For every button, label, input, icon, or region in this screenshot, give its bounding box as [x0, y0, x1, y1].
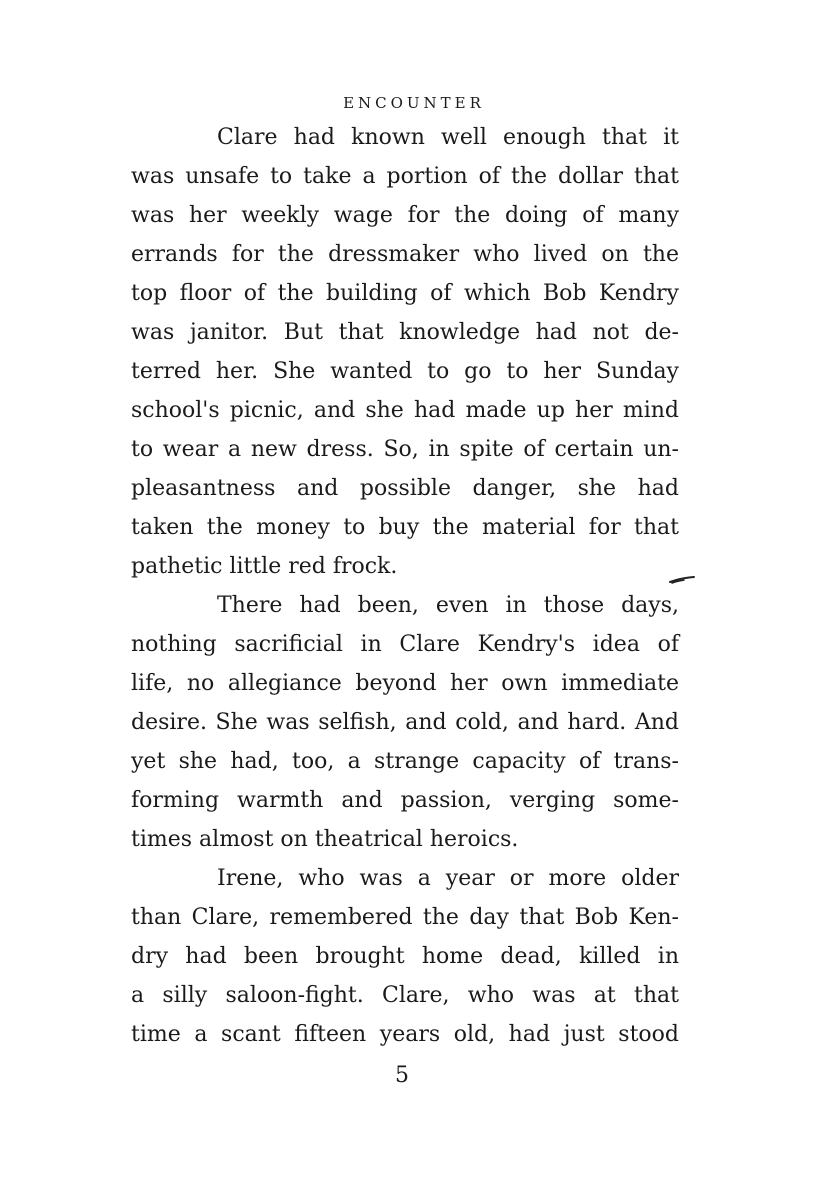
- text-line: yet she had, too, a strange capacity of trans-: [131, 749, 679, 774]
- text-line: Clare had known well enough that it: [217, 125, 679, 150]
- text-line: than Clare, remembered the day that Bob Ken-: [131, 905, 679, 930]
- text-line: dry had been brought home dead, killed in: [131, 944, 679, 969]
- text-line: was unsafe to take a portion of the dollar that: [131, 164, 679, 189]
- text-line: Irene, who was a year or more older: [217, 866, 679, 891]
- page-number: 5: [395, 1063, 409, 1088]
- paragraph: [131, 586, 679, 859]
- text-line: There had been, even in those days,: [217, 593, 679, 618]
- text-line: life, no allegiance beyond her own immediate: [131, 671, 679, 696]
- text-line: nothing sacrificial in Clare Kendry's idea of: [131, 632, 679, 657]
- text-line: desire. She was selfish, and cold, and hard. And: [131, 710, 679, 735]
- text-line: errands for the dressmaker who lived on the: [131, 242, 679, 267]
- text-line: was janitor. But that knowledge had not de-: [131, 320, 679, 345]
- text-line: pleasantness and possible danger, she had: [131, 476, 679, 501]
- text-line: was her weekly wage for the doing of many: [131, 203, 679, 228]
- body-text: [131, 118, 679, 1054]
- text-line: forming warmth and passion, verging some-: [131, 788, 679, 813]
- text-line: time a scant fifteen years old, had just stood: [131, 1022, 679, 1047]
- text-line: times almost on theatrical heroics.: [131, 827, 519, 852]
- paragraph: [131, 859, 679, 1054]
- text-line: pathetic little red frock.: [131, 554, 398, 579]
- text-line: terred her. She wanted to go to her Sunday: [131, 359, 679, 384]
- text-line: to wear a new dress. So, in spite of certain un-: [131, 437, 679, 462]
- text-line: school's picnic, and she had made up her mind: [131, 398, 679, 423]
- running-head: ENCOUNTER: [343, 94, 485, 112]
- pencil-mark-icon: [668, 575, 696, 585]
- text-line: a silly saloon-fight. Clare, who was at that: [131, 983, 679, 1008]
- text-line: top floor of the building of which Bob Kendry: [131, 281, 679, 306]
- text-line: taken the money to buy the material for that: [131, 515, 679, 540]
- paragraph: [131, 118, 679, 586]
